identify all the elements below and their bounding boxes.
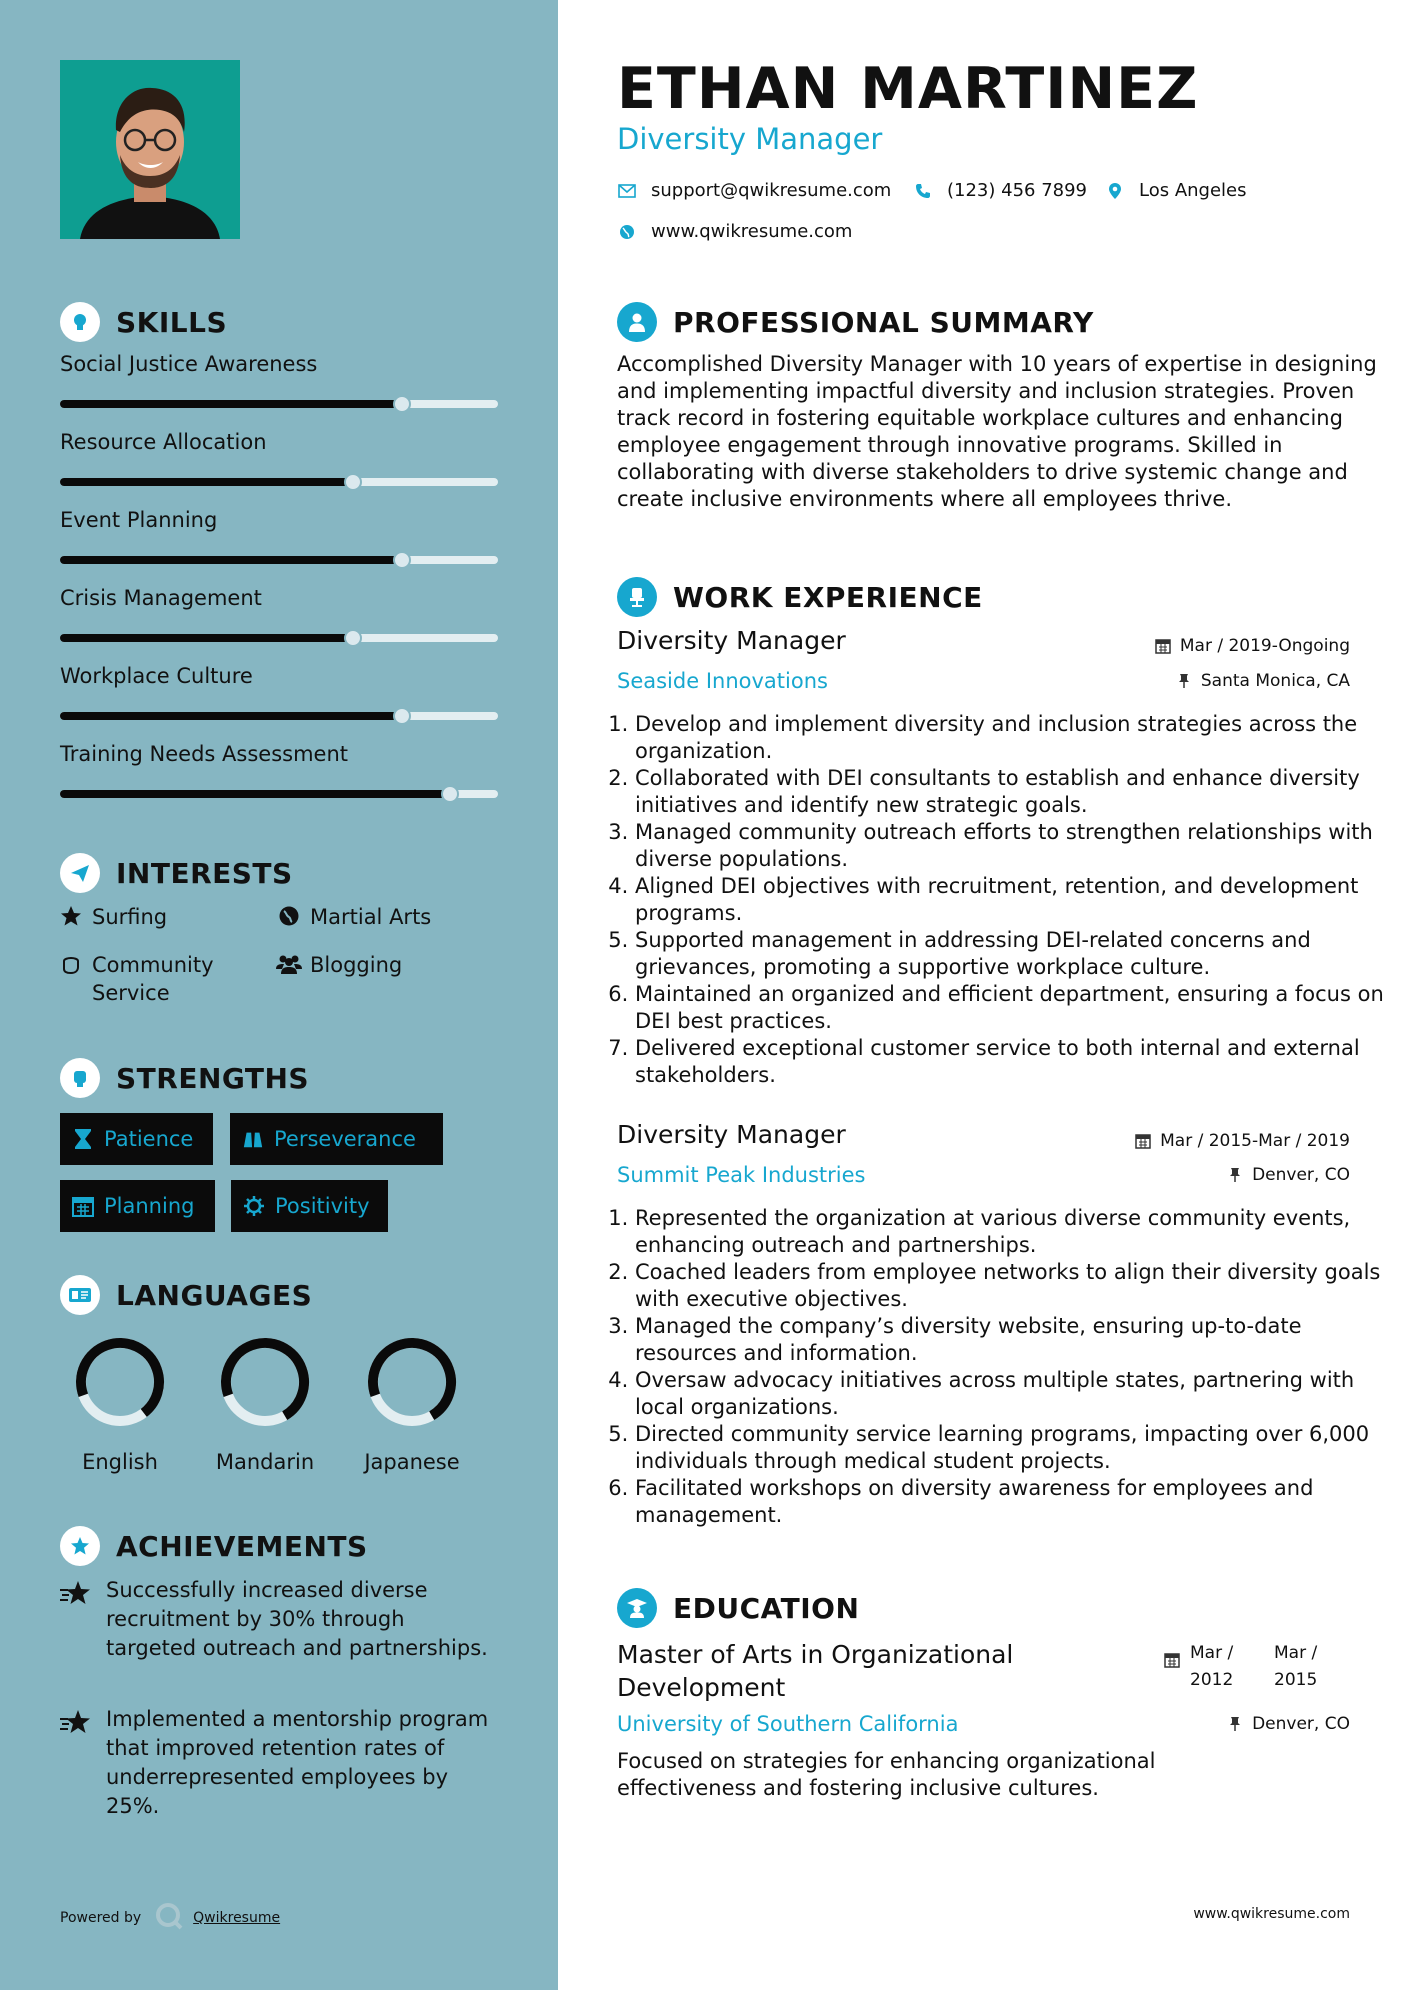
language-ring-fill (364, 1334, 460, 1430)
language-label: English (82, 1450, 158, 1474)
summary-text: Accomplished Diversity Manager with 10 years of expertise in designing and implementing impactful diversity and inclusion strategies. Proven track record in fostering equitable workplace cultures and enhancing employee engagement through innovative programs. Skilled in collaborating with diverse stakeholders to drive systemic change and create inclusive environments where all employees thrive. (617, 352, 1377, 511)
job-duties (617, 1205, 1405, 1529)
achievement-item (60, 1705, 500, 1821)
star-icon (58, 903, 84, 929)
duty-item: 6. Facilitated workshops on diversity awareness for employees and management. (635, 1475, 1405, 1529)
interest-item (58, 951, 242, 1007)
skill-label: Resource Allocation (60, 430, 267, 454)
skill-bar-knob (441, 785, 459, 803)
education-description: Focused on strategies for enhancing organizational effectiveness and fostering inclusive cultures. (617, 1749, 1156, 1800)
skill-label: Crisis Management (60, 586, 262, 610)
strength-tag (230, 1113, 443, 1165)
trophy-star-icon (60, 1576, 92, 1610)
skill-bar (60, 478, 498, 486)
office-chair-icon (617, 577, 657, 617)
job-company: Summit Peak Industries (617, 1163, 866, 1187)
interest-item (276, 951, 460, 979)
star-badge-icon (60, 1526, 100, 1566)
skill-bar-fill (60, 478, 353, 486)
strength-tag (231, 1180, 388, 1232)
powered-by-link[interactable]: Qwikresume (193, 1910, 281, 1926)
phone-text: (123) 456 7899 (947, 180, 1088, 201)
lightbulb-icon (60, 302, 100, 342)
job-location (1226, 1165, 1350, 1185)
duty-item: 1. Develop and implement diversity and inclusion strategies across the organization. (635, 711, 1405, 765)
qwikresume-logo-icon (155, 1902, 183, 1934)
achievements-heading (60, 1526, 368, 1566)
graduate-icon (617, 1588, 657, 1628)
language-label: Mandarin (215, 1450, 315, 1474)
skill-bar (60, 400, 498, 408)
skill-bar-knob (344, 629, 362, 647)
skill-bar-fill (60, 556, 402, 564)
calendar-icon (1154, 637, 1172, 655)
strengths-heading (60, 1058, 309, 1098)
achievement-text: Implemented a mentorship program that improved retention rates of underrepresented employees by 25%. (106, 1707, 489, 1818)
achievement-item (60, 1576, 500, 1663)
language-card-icon (60, 1275, 100, 1315)
users-icon (276, 951, 302, 977)
fist-icon (60, 1058, 100, 1098)
user-icon (617, 302, 657, 342)
hand-icon (58, 951, 84, 977)
languages-title: LANGUAGES (116, 1278, 313, 1312)
trophy-star-icon (60, 1705, 92, 1739)
duty-item: 1. Represented the organization at various diverse community events, enhancing outreach and partnerships. (635, 1205, 1405, 1259)
experience-heading (617, 577, 983, 617)
language-ring (72, 1334, 168, 1430)
job-location-text: Denver, CO (1252, 1165, 1350, 1185)
strength-tag (60, 1113, 213, 1165)
contact-website[interactable] (617, 221, 852, 242)
achievements-title: ACHIEVEMENTS (116, 1529, 368, 1563)
experience-title: WORK EXPERIENCE (673, 580, 983, 614)
skill-bar-fill (60, 400, 402, 408)
duty-item: 5. Supported management in addressing DEI-related concerns and grievances, promoting a supportive workplace culture. (635, 927, 1405, 981)
language-label: Japanese (364, 1450, 460, 1474)
calendar-icon (72, 1195, 94, 1217)
email-text: support@qwikresume.com (651, 180, 892, 201)
duty-item: 3. Managed community outreach efforts to strengthen relationships with diverse populations. (635, 819, 1405, 873)
skill-bar-fill (60, 712, 402, 720)
job-location-text: Santa Monica, CA (1200, 671, 1350, 691)
sidebar (0, 0, 558, 1990)
skills-heading (60, 302, 227, 342)
job-dates (1134, 1131, 1350, 1151)
language-item (50, 1334, 190, 1474)
skill-label: Training Needs Assessment (60, 742, 349, 766)
calendar-icon (1134, 1132, 1152, 1150)
duty-item: 7. Delivered exceptional customer service to both internal and external stakeholders. (635, 1035, 1405, 1089)
interest-label: Martial Arts (310, 905, 432, 929)
phone-icon (913, 181, 933, 201)
languages-heading (60, 1275, 312, 1315)
job-dates-text: Mar / 2019-Ongoing (1179, 636, 1350, 656)
skill-bar-knob (393, 551, 411, 569)
profile-photo (60, 60, 240, 239)
duty-item: 5. Directed community service learning programs, impacting over 6,000 individuals through medical student projects. (635, 1421, 1405, 1475)
globe-icon (617, 222, 637, 242)
job-location (1175, 671, 1350, 691)
hourglass-icon (72, 1128, 94, 1150)
language-item (195, 1334, 335, 1474)
education-degree: Master of Arts in Organizational Development (617, 1640, 1014, 1702)
strength-tag (60, 1180, 215, 1232)
language-ring-fill (72, 1334, 168, 1430)
strength-label: Perseverance (274, 1127, 416, 1151)
gear-icon (243, 1195, 265, 1217)
website-text: www.qwikresume.com (651, 221, 853, 242)
person-portrait (60, 60, 240, 239)
map-pin-icon (1105, 181, 1125, 201)
skill-bar-fill (60, 790, 450, 798)
skill-bar (60, 712, 498, 720)
language-ring (364, 1334, 460, 1430)
interest-label: Surfing (92, 905, 168, 929)
strength-label: Planning (104, 1194, 195, 1218)
language-ring (217, 1334, 313, 1430)
duty-item: 6. Maintained an organized and efficient department, ensuring a focus on DEI best practices. (635, 981, 1405, 1035)
job-company: Seaside Innovations (617, 669, 828, 693)
skills-title: SKILLS (116, 305, 228, 339)
skill-bar-knob (344, 473, 362, 491)
language-ring-fill (217, 1334, 313, 1430)
skill-bar-knob (393, 707, 411, 725)
job-dates (1154, 636, 1350, 656)
main-content (558, 0, 1407, 1990)
globe-icon (276, 903, 302, 929)
interests-title: INTERESTS (116, 856, 293, 890)
candidate-name: ETHAN MARTINEZ (617, 56, 1199, 122)
paper-plane-icon (60, 853, 100, 893)
location-text: Los Angeles (1139, 180, 1247, 201)
pushpin-icon (1226, 1715, 1244, 1733)
duty-item: 2. Coached leaders from employee networks to align their diversity goals with executive objectives. (635, 1259, 1405, 1313)
strengths-title: STRENGTHS (116, 1061, 310, 1095)
skill-bar-knob (393, 395, 411, 413)
calendar-icon (1164, 1652, 1180, 1672)
footer-url[interactable]: www.qwikresume.com (1193, 1906, 1350, 1922)
interest-item (58, 903, 242, 931)
job-title: Diversity Manager (617, 1120, 846, 1149)
job-duties (617, 711, 1405, 1089)
duty-item: 4. Oversaw advocacy initiatives across multiple states, partnering with local organizations. (635, 1367, 1405, 1421)
duty-item: 3. Managed the company’s diversity website, ensuring up-to-date resources and information. (635, 1313, 1405, 1367)
skill-bar (60, 790, 498, 798)
duty-item: 4. Aligned DEI objectives with recruitment, retention, and development programs. (635, 873, 1405, 927)
pushpin-icon (1226, 1166, 1244, 1184)
interest-item (276, 903, 460, 931)
binoculars-icon (242, 1128, 264, 1150)
job-title: Diversity Manager (617, 626, 846, 655)
education-heading (617, 1588, 859, 1628)
skill-label: Event Planning (60, 508, 218, 532)
pushpin-icon (1175, 672, 1193, 690)
powered-by (60, 1902, 280, 1934)
strength-label: Positivity (275, 1194, 370, 1218)
skill-bar (60, 556, 498, 564)
contact-email[interactable] (617, 180, 891, 201)
language-item (342, 1334, 482, 1474)
strength-label: Patience (104, 1127, 194, 1151)
achievement-text: Successfully increased diverse recruitment by 30% through targeted outreach and partnerships. (106, 1578, 488, 1660)
interests-heading (60, 853, 293, 893)
skill-label: Workplace Culture (60, 664, 253, 688)
education-start-date: Mar / 2012 (1190, 1643, 1234, 1690)
education-location (1226, 1714, 1350, 1734)
skill-bar (60, 634, 498, 642)
education-title: EDUCATION (673, 1591, 860, 1625)
interest-label: Community Service (92, 953, 214, 1005)
job-dates-text: Mar / 2015-Mar / 2019 (1160, 1131, 1350, 1151)
summary-heading (617, 302, 1094, 342)
envelope-icon (617, 181, 637, 201)
contact-location (1105, 180, 1247, 201)
candidate-role: Diversity Manager (617, 122, 883, 156)
skill-label: Social Justice Awareness (60, 352, 318, 376)
education-location-text: Denver, CO (1252, 1714, 1350, 1734)
interest-label: Blogging (310, 953, 403, 977)
contact-phone[interactable] (913, 180, 1087, 201)
skill-bar-fill (60, 634, 353, 642)
education-school: University of Southern California (617, 1712, 959, 1736)
duty-item: 2. Collaborated with DEI consultants to establish and enhance diversity initiatives and identify new strategic goals. (635, 765, 1405, 819)
education-end-date: Mar / 2015 (1274, 1643, 1318, 1690)
powered-by-label: Powered by (60, 1910, 142, 1926)
summary-title: PROFESSIONAL SUMMARY (673, 305, 1094, 339)
